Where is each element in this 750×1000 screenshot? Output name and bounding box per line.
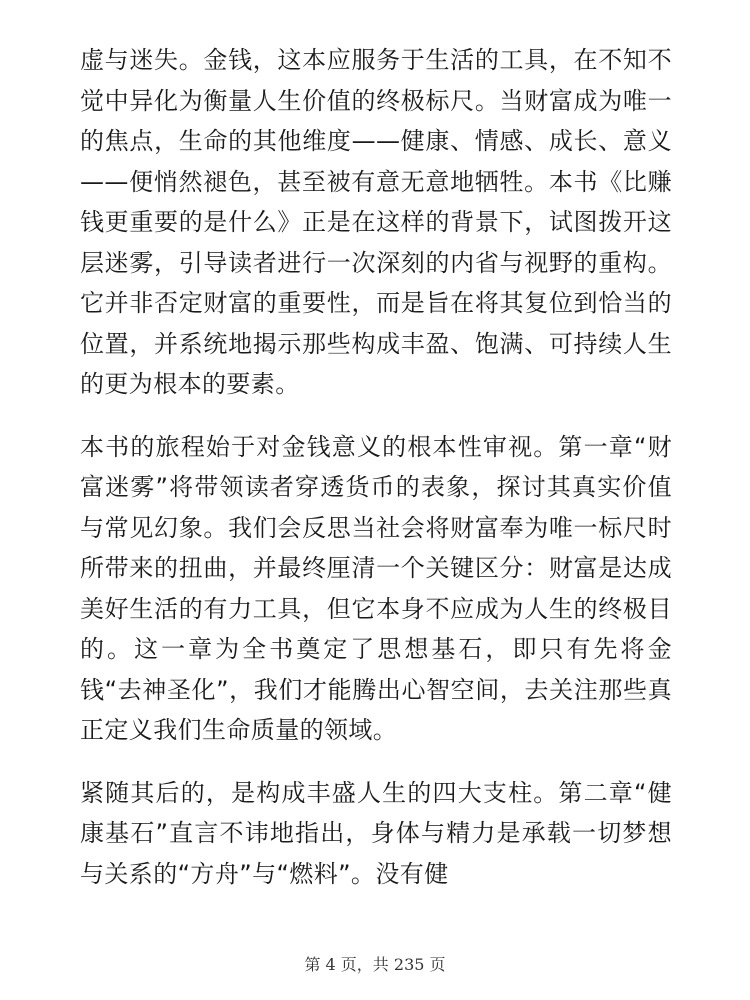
body-text — [80, 40, 672, 916]
paragraph: 本书的旅程始于对金钱意义的根本性审视。第一章“财富迷雾”将带领读者穿透货币的表象，探讨其真实价值与常见幻象。我们会反思当社会将财富奉为唯一标尺时所带来的扭曲，并最终厘清一个关键区分：财富是达成美好生活的有力工具，但它本身不应成为人生的终极目的。这一章为全书奠定了思想基石，即只有先将金钱“去神圣化”，我们才能腾出心智空间，去关注那些真正定义我们生命质量的领域。 — [80, 432, 672, 744]
page-footer: 第 4 页，共 235 页 — [304, 955, 446, 974]
paragraph: 虚与迷失。金钱，这本应服务于生活的工具，在不知不觉中异化为衡量人生价值的终极标尺。当财富成为唯一的焦点，生命的其他维度——健康、情感、成长、意义——便悄然褪色，甚至被有意无意地牺牲。本书《比赚钱更重要的是什么》正是在这样的背景下，试图拨开这层迷雾，引导读者进行一次深刻的内省与视野的重构。它并非否定财富的重要性，而是旨在将其复位到恰当的位置，并系统地揭示那些构成丰盈、饱满、可持续人生的更为根本的要素。 — [80, 46, 672, 398]
paragraph: 紧随其后的，是构成丰盛人生的四大支柱。第二章“健康基石”直言不讳地指出，身体与精力是承载一切梦想与关系的“方舟”与“燃料”。没有健 — [80, 778, 672, 888]
